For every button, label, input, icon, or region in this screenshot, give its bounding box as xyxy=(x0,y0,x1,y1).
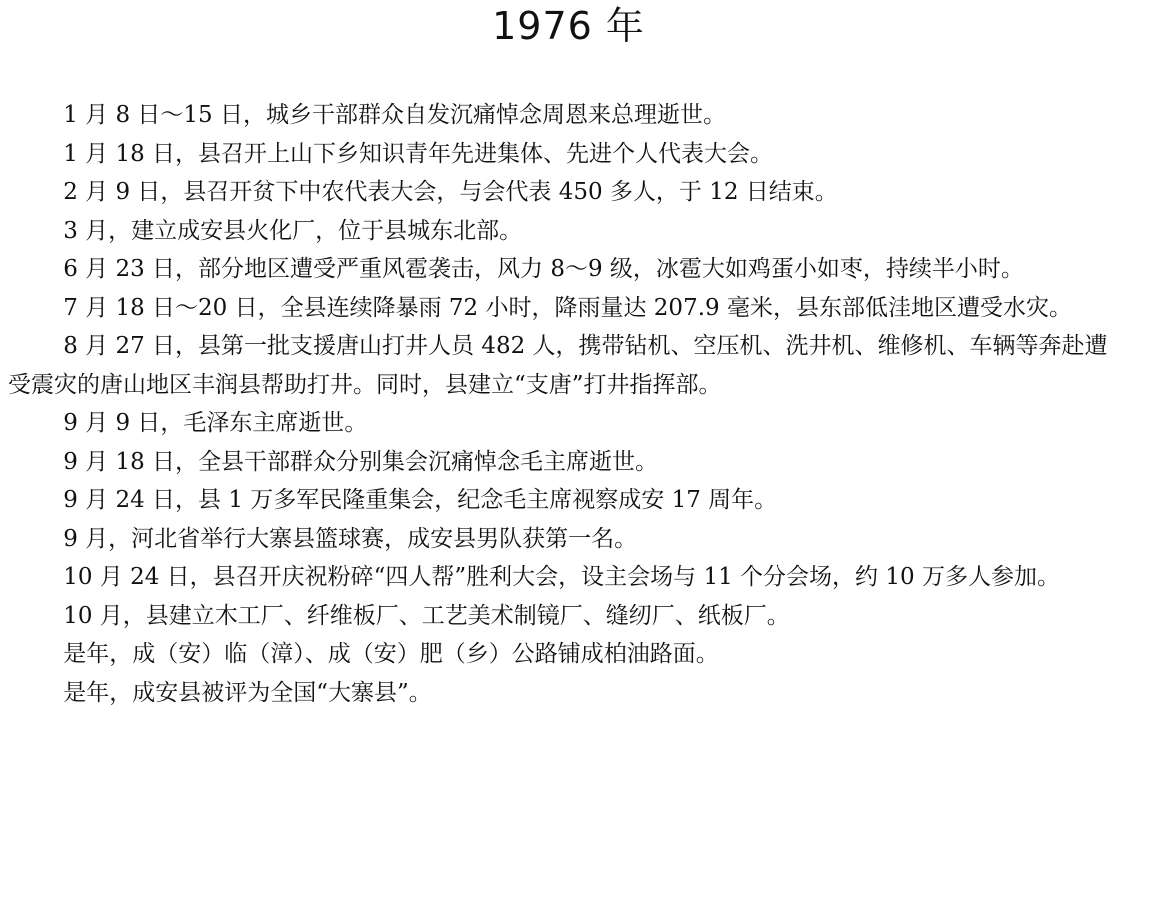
chronicle-entry: 8 月 27 日，县第一批支援唐山打井人员 482 人，携带钻机、空压机、洗井机、维修机、车辆等奔赴遭受震灾的唐山地区丰润县帮助打井。同时，县建立“支唐”打井指挥部。 xyxy=(8,333,1108,398)
chronicle-entry: 1 月 18 日，县召开上山下乡知识青年先进集体、先进个人代表大会。 xyxy=(63,140,774,167)
chronicle-entry: 是年，成安县被评为全国“大寨县”。 xyxy=(63,679,432,706)
chronicle-entry: 9 月 9 日，毛泽东主席逝世。 xyxy=(63,410,368,436)
page-title: 1976 年 xyxy=(492,4,645,48)
chronicle-entries xyxy=(8,96,1129,712)
chronicle-entry: 10 月，县建立木工厂、纤维板厂、工艺美术制镜厂、缝纫厂、纸板厂。 xyxy=(63,602,790,629)
chronicle-entry: 9 月，河北省举行大寨县篮球赛，成安县男队获第一名。 xyxy=(63,525,638,552)
chronicle-entry: 是年，成（安）临（漳）、成（安）肥（乡）公路铺成柏油路面。 xyxy=(63,641,719,667)
chronicle-entry: 10 月 24 日，县召开庆祝粉碎“四人帮”胜利大会，设主会场与 11 个分会场，约 10 万多人参加。 xyxy=(63,564,1060,590)
chronicle-entry: 2 月 9 日，县召开贫下中农代表大会，与会代表 450 多人，于 12 日结束。 xyxy=(63,179,838,205)
chronicle-entry: 9 月 24 日，县 1 万多军民隆重集会，纪念毛主席视察成安 17 周年。 xyxy=(63,487,778,513)
chronicle-entry: 9 月 18 日，全县干部群众分别集会沉痛悼念毛主席逝世。 xyxy=(63,448,659,475)
chronicle-entry: 1 月 8 日～15 日，城乡干部群众自发沉痛悼念周恩来总理逝世。 xyxy=(63,102,726,128)
chronicle-entry: 3 月，建立成安县火化厂，位于县城东北部。 xyxy=(63,217,523,244)
chronicle-entry: 7 月 18 日～20 日，全县连续降暴雨 72 小时，降雨量达 207.9 毫米，县东部低洼地区遭受水灾。 xyxy=(63,294,1072,321)
chronicle-entry: 6 月 23 日，部分地区遭受严重风雹袭击，风力 8～9 级，冰雹大如鸡蛋小如枣，持续半小时。 xyxy=(63,256,1024,282)
